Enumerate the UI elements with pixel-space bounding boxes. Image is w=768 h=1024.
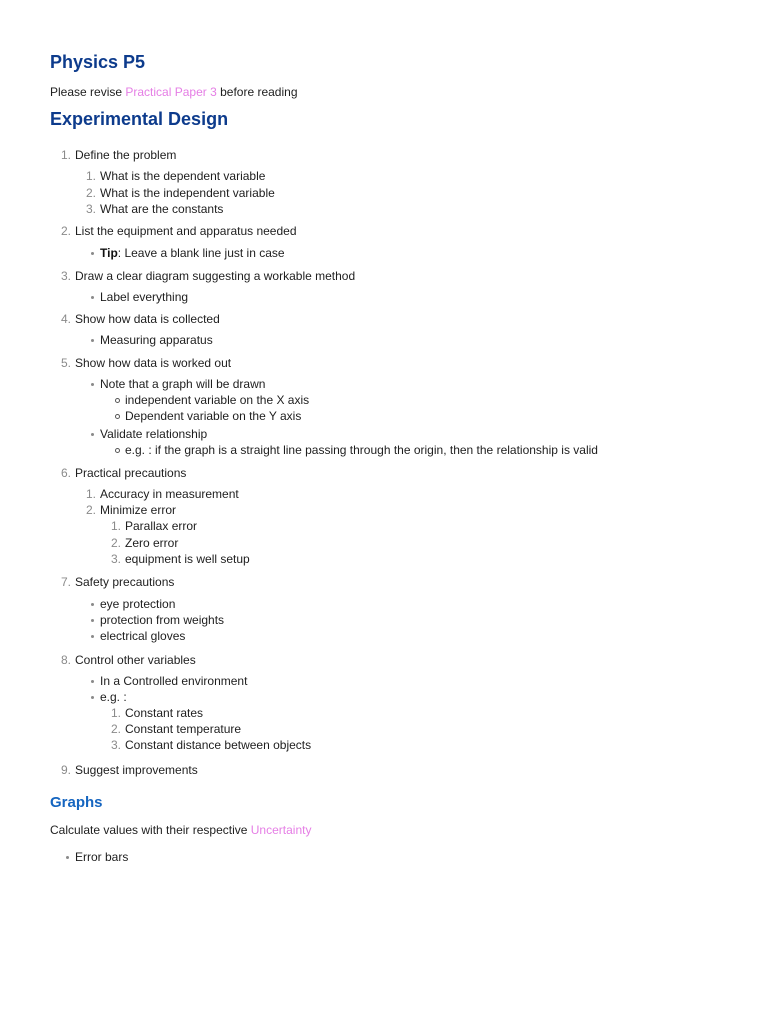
list-number: 2. (60, 224, 71, 238)
list-item-text: equipment is well setup (125, 552, 250, 566)
list-item-text: independent variable on the X axis (125, 393, 310, 407)
list-number: 6. (60, 466, 71, 480)
list-number: 3. (60, 269, 71, 283)
list-item (110, 721, 242, 737)
list-number: 7. (60, 575, 71, 589)
list-item (100, 689, 127, 705)
list-item-text: Parallax error (125, 519, 198, 533)
list-item (100, 376, 265, 392)
list-number: 2. (110, 536, 121, 550)
list-item (60, 762, 198, 778)
list-item (110, 551, 250, 567)
list-item-text: What are the constants (100, 202, 224, 216)
calculate-note (50, 823, 311, 837)
list-number: 2. (85, 503, 96, 517)
list-item (60, 355, 232, 371)
list-item (100, 596, 175, 612)
list-item-text: Show how data is collected (75, 312, 220, 326)
list-item (60, 465, 187, 481)
list-item-text: In a Controlled environment (100, 674, 248, 688)
circle-bullet (115, 414, 120, 419)
bullet-dot (91, 296, 94, 299)
circle-bullet (115, 448, 120, 453)
list-item (110, 705, 204, 721)
list-item (60, 574, 175, 590)
list-item-text: Label everything (100, 290, 189, 304)
bullet-dot (91, 383, 94, 386)
revise-note (50, 85, 298, 99)
list-item-text: Define the problem (75, 148, 177, 162)
list-item-text: Safety precautions (75, 575, 175, 589)
list-number: 2. (110, 722, 121, 736)
list-item (100, 289, 188, 305)
calculate-prefix: Calculate values with their respective (50, 823, 251, 837)
bullet-dot (91, 433, 94, 436)
revise-prefix: Please revise (50, 85, 126, 99)
bullet-dot (91, 339, 94, 342)
list-item (85, 168, 266, 184)
list-item (100, 673, 247, 689)
list-number: 4. (60, 312, 71, 326)
list-number: 2. (85, 186, 96, 200)
list-item-text: Practical precautions (75, 466, 187, 480)
revise-suffix: before reading (216, 85, 298, 99)
bullet-dot (91, 680, 94, 683)
list-item-text: Show how data is worked out (75, 356, 232, 370)
list-item (85, 486, 239, 502)
list-number: 1. (60, 148, 71, 162)
circle-bullet (115, 398, 120, 403)
list-item-text: Measuring apparatus (100, 333, 213, 347)
list-number: 3. (110, 552, 121, 566)
list-number: 9. (60, 763, 71, 777)
list-item (85, 201, 224, 217)
list-item-text: Error bars (75, 850, 129, 864)
list-number: 3. (85, 202, 96, 216)
list-item-text: List the equipment and apparatus needed (75, 224, 297, 238)
tip-text: : Leave a blank line just in case (117, 246, 285, 260)
bullet-dot (66, 856, 69, 859)
list-item-text: protection from weights (100, 613, 225, 627)
list-item-text: Accuracy in measurement (100, 487, 239, 501)
list-item-text: Constant rates (125, 706, 204, 720)
tip-label: Tip (100, 246, 118, 260)
list-item (100, 426, 207, 442)
list-item (110, 535, 179, 551)
list-item-text: Suggest improvements (75, 763, 198, 777)
list-number: 1. (85, 487, 96, 501)
list-number: 8. (60, 653, 71, 667)
bullet-dot (91, 252, 94, 255)
bullet-dot (91, 696, 94, 699)
list-number: 5. (60, 356, 71, 370)
list-number: 1. (110, 519, 121, 533)
list-item (85, 502, 177, 518)
graphs-heading: Graphs (50, 794, 103, 811)
list-item (60, 268, 356, 284)
list-item (125, 442, 598, 458)
list-item (100, 245, 285, 261)
list-item-text: electrical gloves (100, 629, 186, 643)
list-item-text: e.g. : (100, 690, 127, 704)
list-item (75, 849, 128, 865)
list-item-text: What is the dependent variable (100, 169, 266, 183)
list-item (110, 518, 198, 534)
list-item (125, 408, 301, 424)
list-item-text: Validate relationship (100, 427, 208, 441)
list-item (100, 332, 213, 348)
list-number: 3. (110, 738, 121, 752)
list-item (85, 185, 275, 201)
list-number: 1. (85, 169, 96, 183)
uncertainty-link[interactable]: Uncertainty (250, 823, 312, 837)
practical-paper-link[interactable]: Practical Paper 3 (125, 85, 217, 99)
page-title: Physics P5 (50, 52, 146, 72)
bullet-dot (91, 619, 94, 622)
list-item-text: Constant temperature (125, 722, 242, 736)
list-item-text: Zero error (125, 536, 179, 550)
list-item (60, 311, 220, 327)
list-item-text: eye protection (100, 597, 176, 611)
list-item-text: Minimize error (100, 503, 177, 517)
bullet-dot (91, 603, 94, 606)
list-item-text: Control other variables (75, 653, 196, 667)
list-item-text: e.g. : if the graph is a straight line passing through the origin, then the relationship is valid (125, 443, 598, 457)
list-item-text: Dependent variable on the Y axis (125, 409, 302, 423)
bullet-dot (91, 635, 94, 638)
list-item (60, 652, 196, 668)
list-item (60, 223, 297, 239)
list-item (125, 392, 309, 408)
list-number: 1. (110, 706, 121, 720)
experimental-design-heading: Experimental Design (50, 109, 229, 129)
list-item-text: What is the independent variable (100, 186, 275, 200)
list-item (100, 628, 185, 644)
list-item-text: Note that a graph will be drawn (100, 377, 266, 391)
list-item (110, 737, 312, 753)
list-item-text: Draw a clear diagram suggesting a workable method (75, 269, 356, 283)
list-item (60, 147, 177, 163)
list-item-text: Constant distance between objects (125, 738, 312, 752)
list-item (100, 612, 224, 628)
